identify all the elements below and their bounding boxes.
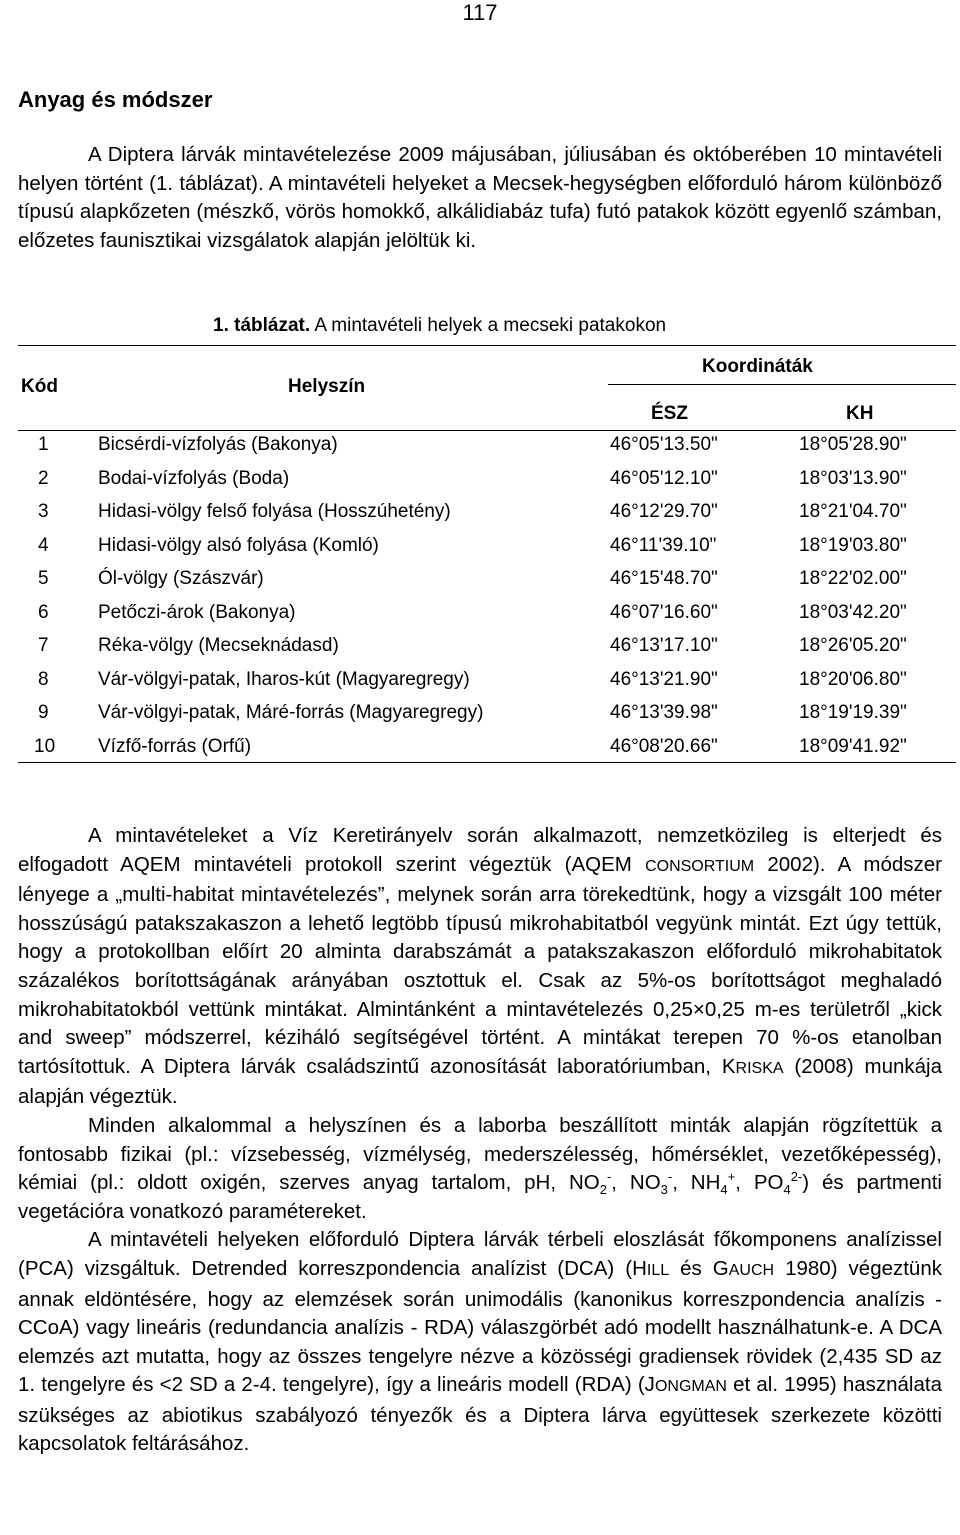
table-bottom-rule [18,762,956,763]
para3-sub-1: 2 [599,1182,607,1198]
table-row [18,500,956,534]
para4-smallcaps-jongman: ONGMAN [654,1378,727,1396]
table-row [18,601,956,635]
para2-text-b: 2002). A módszer lényege a „multi-habitat mintavételezés”, melynek során arra törekedtünk, hogy a vizsgált 100 méter hosszúságú patakszakaszon a lehető legtöbb típusú mikrohabitatból vegyünk mintát. Ezt úgy tettük, hogy a protokollban előírt 20 alminta darabszámát a patakszakaszon előforduló mikrohabitatok százalékos borítottságának arányában osztottuk el. Csak az 5%-os borítottságot meghaladó mikrohabitatokból vettünk mintákat. Almintánként a mintavételezés 0,25×0,25 m-es területről „kick and sweep” módszerrel, kéziháló segítségével történt. A mintákat terepen 70 %-os etanolban tartósítottuk. A Diptera lárvák családszintű azonosítását laboratóriumban, K [18,852,942,1078]
intro-paragraph-text: A Diptera lárvák mintavételezése 2009 májusában, júliusában és októberében 10 mintavételi helyen történt (1. táblázat). A mintavételi helyeket a Mecsek-hegységben előforduló három különböző típusú alapkőzeten (mészkő, vörös homokkő, alkálidiabáz tufa) futó patakok között egyenlő számban, előzetes faunisztikai vizsgálatok alapján jelöltük ki. [18,143,942,252]
para3-sub-4: 4 [783,1182,791,1198]
para2-text-a: A mintavételeket a Víz Keretirányelv során alkalmazott, nemzetközileg is elterjedt és elfogadott AQEM mintavételi protokoll szerint végeztük (AQEM [18,824,942,876]
cell-esz: 46°13'17.10" [610,635,718,656]
para3-sub-2: 3 [660,1182,668,1198]
cell-esz: 46°05'13.50" [610,434,718,455]
cell-kh: 18°19'03.80" [799,534,907,556]
cell-kh: 18°19'19.39" [799,702,907,723]
table-row [18,567,956,601]
cell-kh: 18°20'06.80" [799,668,907,690]
cell-kod: 2 [38,467,49,489]
cell-helyszin: Réka-völgy (Mecseknádasd) [98,635,339,656]
table-caption-label: 1. táblázat. [213,315,311,336]
para4-text-d: et al. 1995) használata szükséges az abiotikus szabályozó tényezők és a Diptera lárva együttesek szerkezete közötti kapcsolatok feltárásához. [18,1373,942,1456]
cell-kh: 18°03'13.90" [799,467,907,489]
para3-sup-2: - [667,1169,673,1185]
cell-helyszin: Vár-völgyi-patak, Iharos-kút (Magyaregregy) [98,668,470,690]
cell-helyszin: Vár-völgyi-patak, Máré-forrás (Magyaregregy) [98,702,484,723]
para3-text-e: ) és partmenti vegetációra vonatkozó paramétereket. [18,1171,942,1223]
cell-kod: 3 [38,501,49,522]
para3-sub-3: 4 [720,1182,728,1198]
cell-kod: 10 [34,735,56,757]
cell-esz: 46°13'21.90" [610,668,718,690]
cell-esz: 46°12'29.70" [610,501,718,522]
para4-smallcaps-gauch: AUCH [728,1261,775,1279]
cell-esz: 46°08'20.66" [610,735,718,757]
cell-kod: 8 [38,668,49,690]
para2-text-c: (2008) munkája alapján végeztük. [18,1054,942,1109]
cell-esz: 46°11'39.10" [610,534,717,556]
cell-helyszin: Hidasi-völgy alsó folyása (Komló) [98,534,379,556]
para3-text-b: , NO [611,1171,661,1195]
para4-text-b: és G [669,1256,729,1280]
para4-text-a: A mintavételi helyeken előforduló Diptera lárvák térbeli eloszlását főkomponens analízissel (PCA) vizsgáltuk. Detrended korreszpondencia analízist (DCA) (H [18,1228,942,1280]
page-number: 117 [462,0,498,25]
coordinates-rule [608,384,956,385]
cell-kh: 18°26'05.20" [799,635,907,656]
cell-helyszin: Vízfő-forrás (Orfű) [98,735,252,757]
cell-kod: 9 [38,702,49,723]
para2-smallcaps-riska: RISKA [735,1059,784,1077]
para3-text-d: , PO [735,1171,784,1195]
paragraph-parameters [18,1112,942,1226]
section-heading: Anyag és módszer [18,87,213,112]
para3-sup-4: 2- [790,1169,803,1185]
cell-kh: 18°21'04.70" [799,501,907,522]
cell-kh: 18°05'28.90" [799,434,907,455]
header-helyszin: Helyszín [288,376,366,397]
para2-smallcaps-consortium: CONSORTIUM [645,857,755,875]
header-koordinatak: Koordináták [702,356,813,377]
cell-helyszin: Bodai-vízfolyás (Boda) [98,467,290,489]
cell-kod: 6 [38,601,49,623]
cell-helyszin: Ól-völgy (Szászvár) [98,568,264,589]
table-row [18,467,956,501]
cell-esz: 46°13'39.98" [610,702,718,723]
cell-kh: 18°03'42.20" [799,601,907,623]
cell-helyszin: Hidasi-völgy felső folyása (Hosszúhetény) [98,501,451,522]
header-kod: Kód [21,376,58,397]
paragraph-analysis [18,1226,942,1459]
cell-kod: 4 [38,534,49,556]
cell-esz: 46°05'12.10" [610,467,718,489]
intro-paragraph [18,141,942,255]
cell-kh: 18°22'02.00" [799,568,907,589]
cell-helyszin: Bicsérdi-vízfolyás (Bakonya) [98,434,338,455]
cell-kod: 7 [38,635,49,656]
table-caption-text: A mintavételi helyek a mecseki patakokon [310,315,667,336]
table-caption [213,313,666,339]
cell-kod: 5 [38,568,49,589]
para4-text-c: 1980) végeztünk annak eldöntésére, hogy az elemzések során unimodális (kanonikus korreszpondencia analízis - CCoA) vagy lineáris (redundancia analízis - RDA) válaszgörbét adó modellt használhatunk-e. A DCA elemzés azt mutatta, hogy az összes tengelyre nézve a közösségi gradiensek rövidek (2,435 SD az 1. tengelyre és <2 SD a 2-4. tengelyre), így a lineáris modell (RDA) (J [18,1256,942,1397]
header-kh: KH [846,403,874,424]
methods-text [18,822,942,1459]
table-row [18,634,956,668]
cell-kod: 1 [38,434,49,455]
para4-smallcaps-hill: ILL [646,1261,670,1279]
cell-helyszin: Petőczi-árok (Bakonya) [98,601,296,623]
table-header-rule [18,430,956,431]
para3-sup-3: + [727,1169,736,1185]
paragraph-sampling-protocol [18,822,942,1112]
cell-esz: 46°15'48.70" [610,568,718,589]
header-esz: ÉSZ [651,403,688,424]
para3-sup-1: - [606,1169,612,1185]
table-row [18,433,956,467]
para3-text-c: , NH [672,1171,721,1195]
cell-kh: 18°09'41.92" [799,735,907,757]
table-row [18,534,956,568]
table-top-rule [18,345,956,346]
cell-esz: 46°07'16.60" [610,601,718,623]
para3-text-a: Minden alkalommal a helyszínen és a laborba beszállított minták alapján rögzítettük a fontosabb fizikai (pl.: vízsebesség, vízmélység, mederszélesség, hőmérséklet, vezetőképesség), kémiai (pl.: oldott oxigén, szerves anyag tartalom, pH, NO [18,1113,942,1195]
table-row [18,701,956,735]
table-row [18,668,956,702]
